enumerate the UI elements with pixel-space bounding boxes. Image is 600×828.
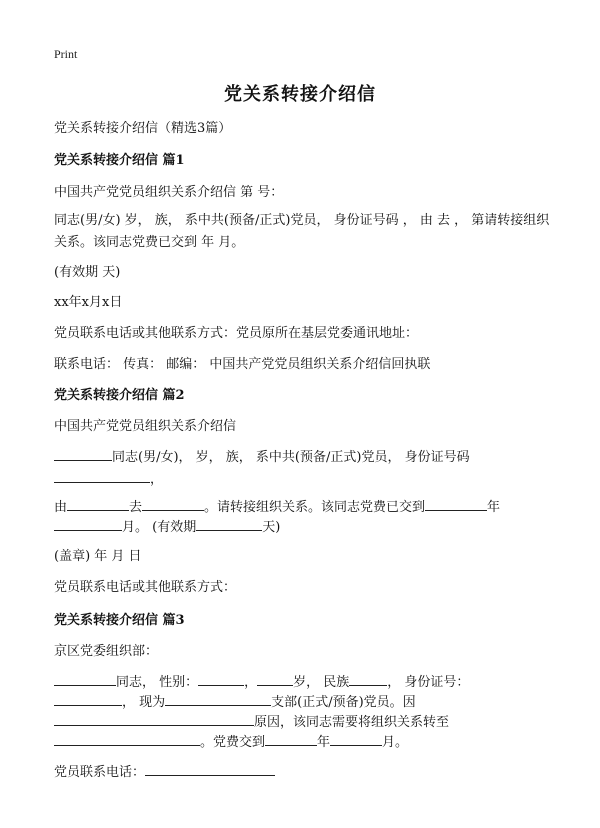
section-2-heading: 党关系转接介绍信 篇2 — [54, 388, 185, 403]
section-2-form-line — [54, 447, 554, 469]
month-blank — [54, 517, 122, 531]
branch-blank — [165, 692, 271, 706]
section-1-paragraph: (有效期 天) — [54, 265, 121, 280]
section-3-form-line — [54, 692, 554, 714]
section-3-form-line — [54, 672, 554, 694]
section-2-paragraph: 党员联系电话或其他联系方式： — [54, 580, 237, 595]
form-text: 同志(男/女)， 岁， 族， 系中共(预备/正式)党员， 身份证号码 — [112, 450, 470, 465]
document-subtitle: 党关系转接介绍信（精选3篇） — [54, 121, 232, 136]
form-text: 去 — [129, 500, 143, 515]
name-blank — [54, 447, 112, 461]
form-text: 支部(正式/预备)党员。因 — [271, 695, 416, 710]
form-text: 。请转接组织关系。该同志党费已交到 — [204, 500, 426, 515]
section-1-paragraph: 联系电话： 传真： 邮编： 中国共产党党员组织关系介绍信回执联 — [54, 357, 431, 372]
name-blank — [54, 672, 116, 686]
section-3-form-line — [54, 762, 554, 784]
section-3-heading: 党关系转接介绍信 篇3 — [54, 613, 185, 628]
year-blank — [425, 497, 487, 511]
form-text: 党员联系电话： — [54, 765, 146, 780]
valid-days-blank — [196, 517, 262, 531]
section-2-form-line — [54, 497, 554, 519]
month-blank — [330, 732, 382, 746]
form-text: 由 — [54, 500, 68, 515]
ethnicity-blank — [349, 672, 387, 686]
section-3-form-line — [54, 732, 554, 754]
section-1-paragraph: 同志(男/女) 岁， 族， 系中共(预备/正式)党员， 身份证号码 ， 由 去 ， 第请转接组织关系。该同志党费已交到 年 月。 — [54, 213, 550, 250]
age-blank — [257, 672, 293, 686]
form-text: 天) — [262, 520, 281, 535]
id-number-blank — [54, 469, 150, 483]
form-text: ， — [244, 675, 258, 690]
phone-blank — [145, 762, 275, 776]
form-text: 岁， 民族 — [293, 675, 350, 690]
id-number-blank — [54, 692, 122, 706]
form-text: 。党费交到 — [200, 735, 266, 750]
from-blank — [67, 497, 129, 511]
section-2-paragraph: (盖章) 年 月 日 — [54, 549, 142, 564]
form-text: ， 现为 — [122, 695, 166, 710]
section-1-heading: 党关系转接介绍信 篇1 — [54, 153, 185, 168]
destination-blank — [54, 732, 200, 746]
gender-blank — [198, 672, 244, 686]
document-title: 党关系转接介绍信 — [224, 84, 376, 105]
print-label[interactable]: Print — [54, 47, 78, 61]
section-3-form-line — [54, 712, 554, 734]
to-blank — [142, 497, 204, 511]
form-text: 年 — [487, 500, 501, 515]
reason-blank — [54, 712, 254, 726]
section-3-paragraph: 京区党委组织部： — [54, 644, 159, 659]
section-1-paragraph: 党员联系电话或其他联系方式：党员原所在基层党委通讯地址： — [54, 326, 419, 341]
form-text: ， 身份证号： — [387, 675, 470, 690]
form-text: 原因，该同志需要将组织关系转至 — [254, 715, 450, 730]
form-text: ， — [150, 472, 164, 487]
form-text: 同志， 性别： — [116, 675, 199, 690]
section-2-form-line — [54, 517, 554, 539]
section-1-paragraph: 中国共产党党员组织关系介绍信 第 号： — [54, 185, 284, 200]
form-text: 年 — [317, 735, 331, 750]
form-text: 月。 — [382, 735, 409, 750]
section-1-date: xx年x月x日 — [54, 295, 123, 310]
section-2-form-line — [54, 469, 554, 491]
year-blank — [265, 732, 317, 746]
section-2-paragraph: 中国共产党党员组织关系介绍信 — [54, 419, 237, 434]
form-text: 月。 (有效期 — [122, 520, 197, 535]
